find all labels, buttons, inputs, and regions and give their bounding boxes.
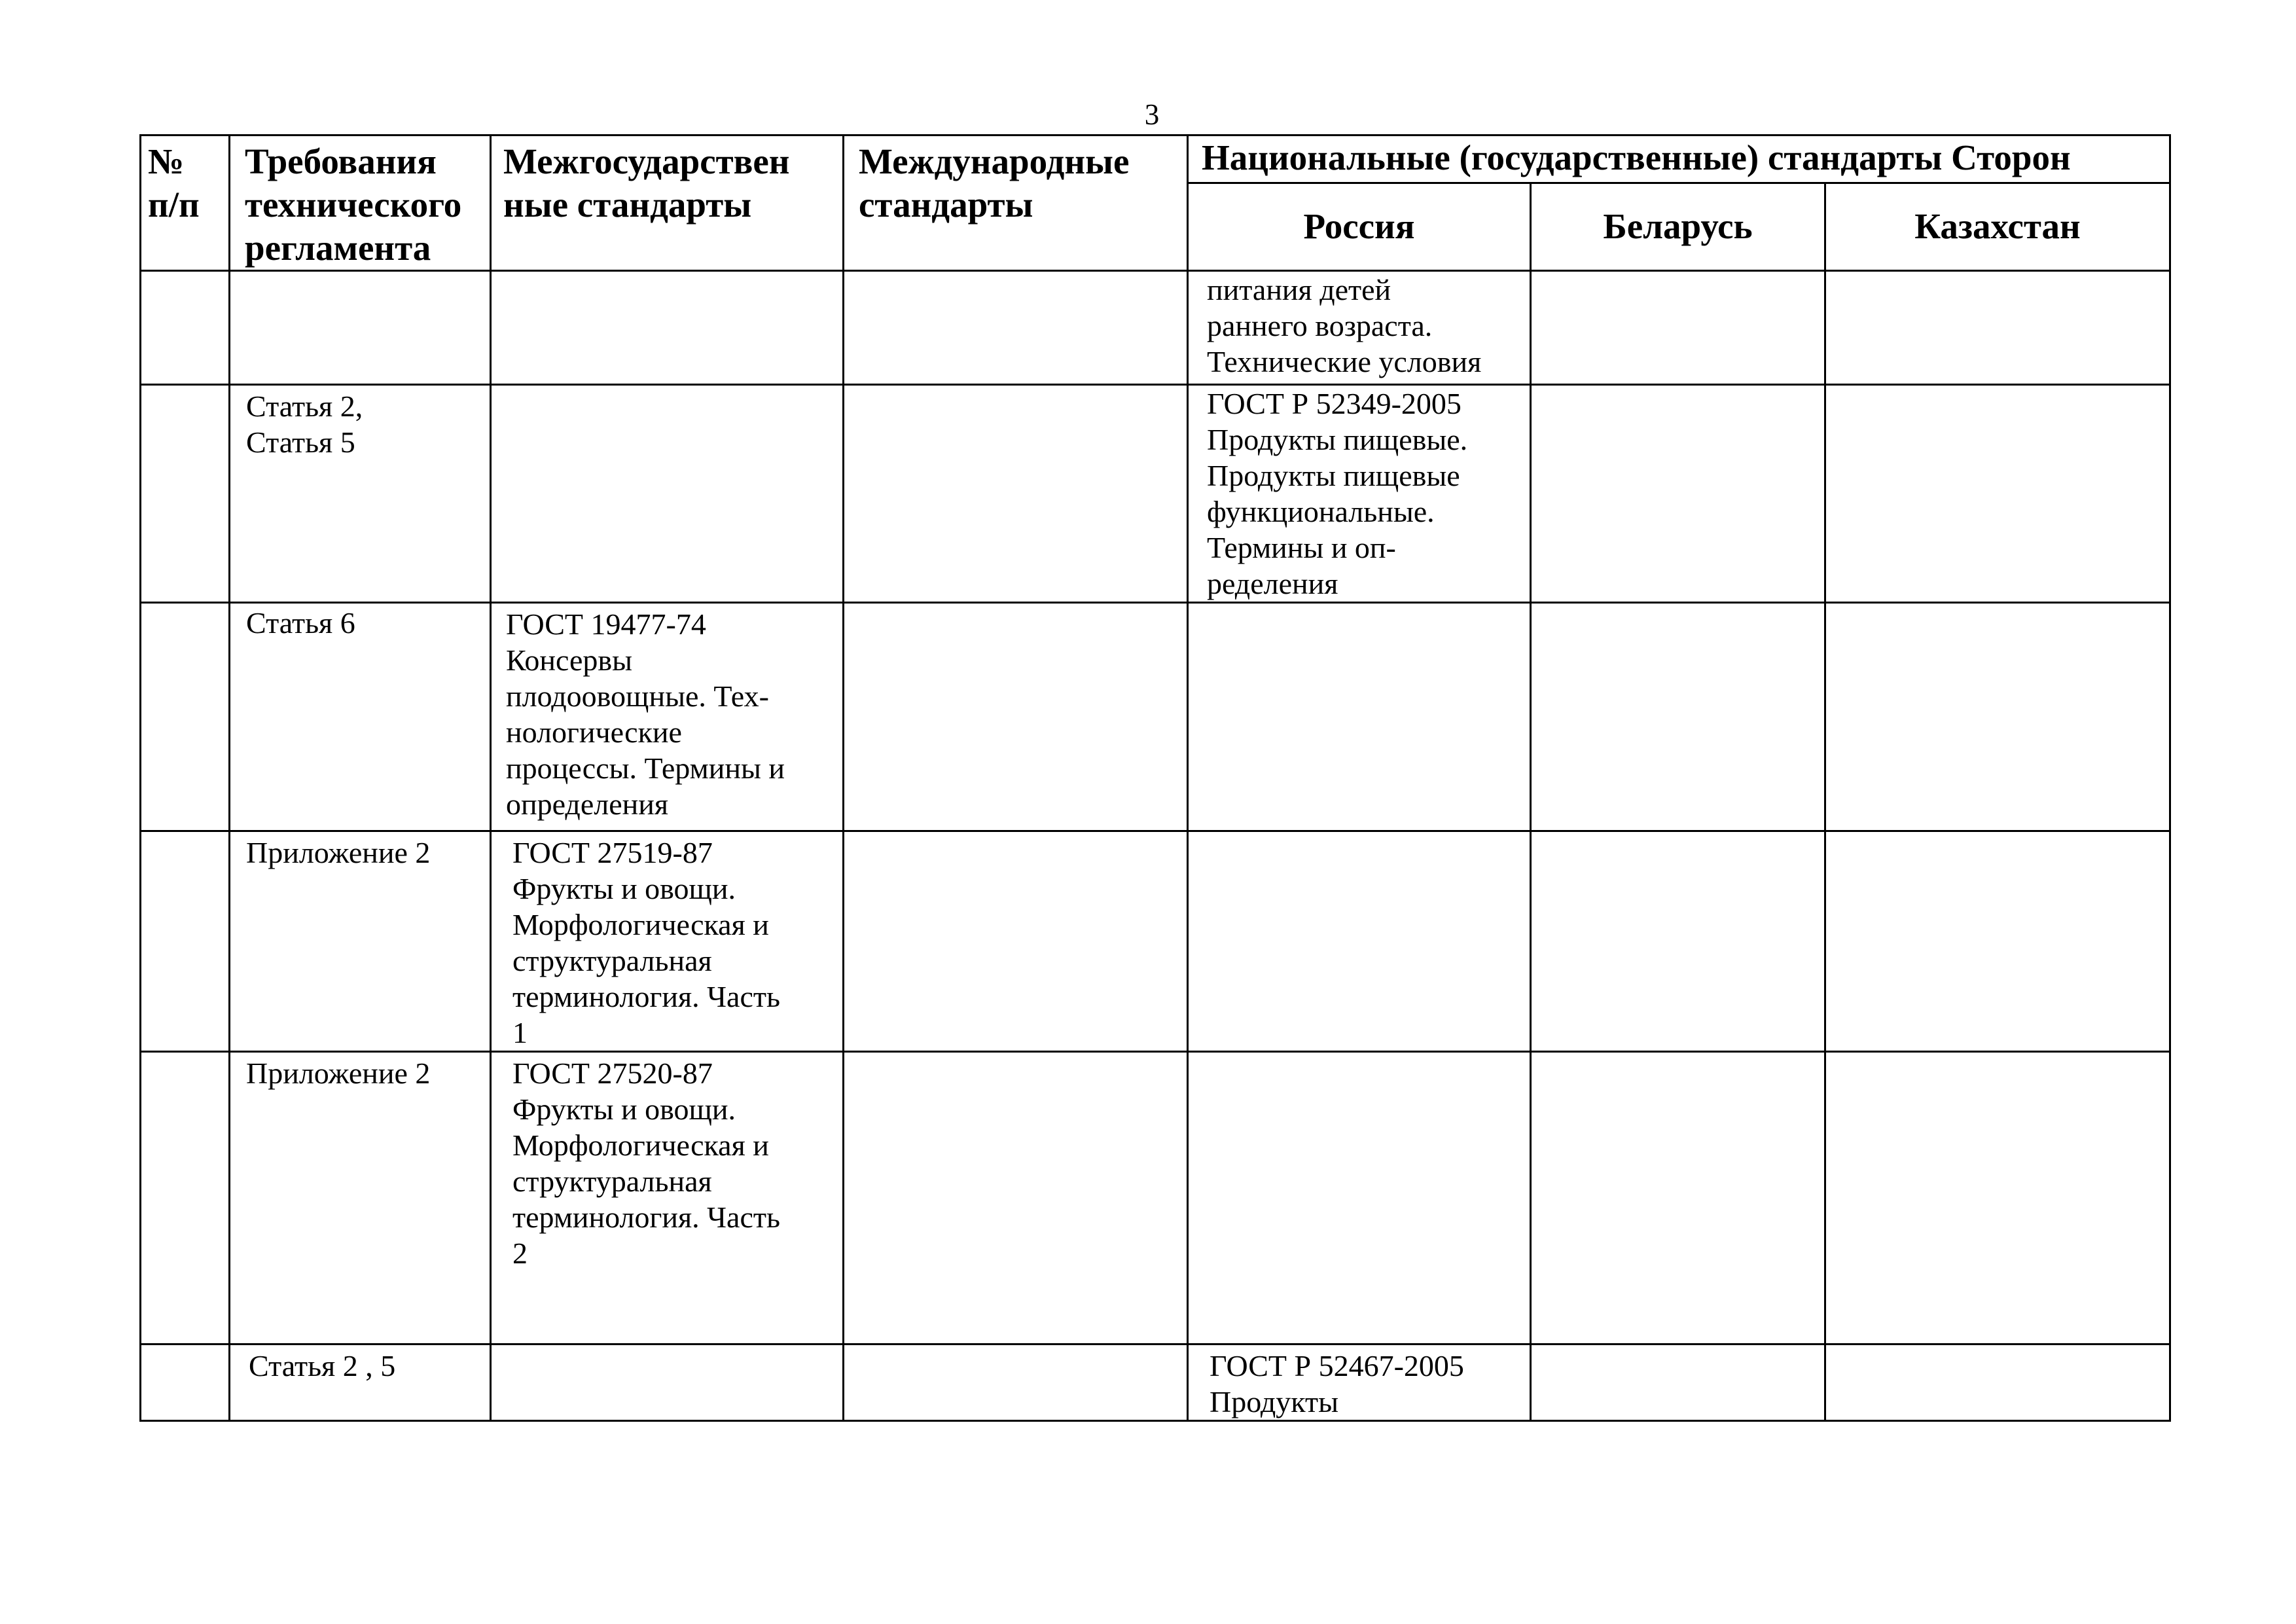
cell-belarus [1531, 1344, 1825, 1421]
table-body [141, 271, 2170, 1421]
cell-international [844, 271, 1188, 385]
cell-belarus [1531, 1052, 1825, 1344]
cell-kazakhstan [1825, 1052, 2170, 1344]
cell-requirement [230, 1052, 491, 1344]
cell-russia [1188, 831, 1531, 1052]
cell-line: 1 [512, 1016, 528, 1049]
header-kazakhstan: Казахстан [1825, 183, 2170, 270]
header-belarus: Беларусь [1531, 183, 1825, 270]
cell-line: Продукты [1210, 1385, 1339, 1418]
cell-num [141, 603, 230, 831]
standards-table [139, 134, 2171, 1422]
cell-line: ГОСТ Р 52349-2005 [1207, 387, 1462, 420]
cell-russia [1188, 385, 1531, 603]
cell-line: нологические [506, 715, 682, 749]
cell-line: ГОСТ 27520-87 [512, 1056, 713, 1090]
cell-belarus [1531, 271, 1825, 385]
header-national: Национальные (государственные) стандарты Сторон [1188, 135, 2170, 183]
header-num-line: п/п [148, 185, 200, 225]
cell-line: плодоовощные. Тех- [506, 679, 769, 713]
header-international-line: стандарты [859, 185, 1033, 225]
cell-requirement [230, 831, 491, 1052]
cell-num [141, 831, 230, 1052]
table-row [141, 1344, 2170, 1421]
cell-russia [1188, 603, 1531, 831]
header-international [844, 135, 1188, 271]
cell-kazakhstan [1825, 831, 2170, 1052]
cell-belarus [1531, 831, 1825, 1052]
cell-line: терминология. Часть [512, 1200, 780, 1234]
cell-line: Статья 5 [246, 425, 355, 459]
cell-line: Технические условия [1207, 345, 1482, 378]
cell-kazakhstan [1825, 1344, 2170, 1421]
cell-line: Морфологическая и [512, 1128, 769, 1162]
cell-international [844, 831, 1188, 1052]
cell-belarus [1531, 385, 1825, 603]
cell-kazakhstan [1825, 271, 2170, 385]
cell-line: Статья 2 , 5 [249, 1349, 396, 1382]
cell-russia [1188, 1052, 1531, 1344]
cell-line: Консервы [506, 643, 633, 677]
header-international-line: Международные [859, 141, 1130, 181]
cell-num [141, 271, 230, 385]
cell-line: Продукты пищевые. [1207, 423, 1468, 456]
cell-line: Фрукты и овощи. [512, 872, 736, 905]
table-row [141, 385, 2170, 603]
header-interstate-line: ные стандарты [503, 185, 752, 225]
cell-requirement [230, 603, 491, 831]
cell-num [141, 1052, 230, 1344]
cell-line: 2 [512, 1236, 528, 1270]
header-row-1 [141, 135, 2170, 183]
cell-international [844, 1052, 1188, 1344]
cell-line: ГОСТ 19477-74 [506, 607, 706, 641]
cell-line: Статья 6 [246, 606, 355, 640]
cell-line: Приложение 2 [246, 1056, 431, 1090]
cell-interstate [491, 385, 844, 603]
table-row [141, 603, 2170, 831]
header-num-line: № [148, 141, 185, 181]
table-row [141, 831, 2170, 1052]
cell-russia [1188, 1344, 1531, 1421]
cell-line: питания детей [1207, 273, 1391, 306]
cell-line: ределения [1207, 567, 1338, 600]
cell-belarus [1531, 603, 1825, 831]
table-row [141, 1052, 2170, 1344]
cell-line: Продукты пищевые [1207, 459, 1460, 492]
cell-interstate [491, 603, 844, 831]
cell-interstate [491, 1052, 844, 1344]
cell-line: Приложение 2 [246, 836, 431, 869]
cell-line: Термины и оп- [1207, 531, 1396, 564]
cell-kazakhstan [1825, 603, 2170, 831]
cell-russia [1188, 271, 1531, 385]
header-requirements-line: технического [245, 185, 462, 225]
cell-international [844, 1344, 1188, 1421]
cell-num [141, 385, 230, 603]
cell-international [844, 385, 1188, 603]
page-number: 3 [1144, 98, 1160, 131]
header-requirements [230, 135, 491, 271]
cell-line: Морфологическая и [512, 908, 769, 941]
cell-interstate [491, 831, 844, 1052]
header-num [141, 135, 230, 271]
cell-interstate [491, 271, 844, 385]
cell-line: структуральная [512, 1164, 712, 1198]
header-requirements-line: Требования [245, 141, 437, 181]
cell-line: ГОСТ 27519-87 [512, 836, 713, 869]
cell-line: Фрукты и овощи. [512, 1092, 736, 1126]
header-russia: Россия [1188, 183, 1531, 270]
cell-line: структуральная [512, 944, 712, 977]
cell-requirement [230, 271, 491, 385]
cell-requirement [230, 1344, 491, 1421]
cell-line: функциональные. [1207, 495, 1435, 528]
header-interstate [491, 135, 844, 271]
cell-line: раннего возраста. [1207, 309, 1433, 342]
cell-international [844, 603, 1188, 831]
cell-kazakhstan [1825, 385, 2170, 603]
cell-num [141, 1344, 230, 1421]
header-interstate-line: Межгосударствен [503, 141, 790, 181]
cell-line: терминология. Часть [512, 980, 780, 1013]
cell-line: определения [506, 787, 669, 821]
cell-requirement [230, 385, 491, 603]
cell-line: Статья 2, [246, 389, 363, 423]
cell-line: процессы. Термины и [506, 751, 785, 785]
cell-interstate [491, 1344, 844, 1421]
header-requirements-line: регламента [245, 228, 431, 268]
table-row [141, 271, 2170, 385]
cell-line: ГОСТ Р 52467-2005 [1210, 1349, 1464, 1382]
